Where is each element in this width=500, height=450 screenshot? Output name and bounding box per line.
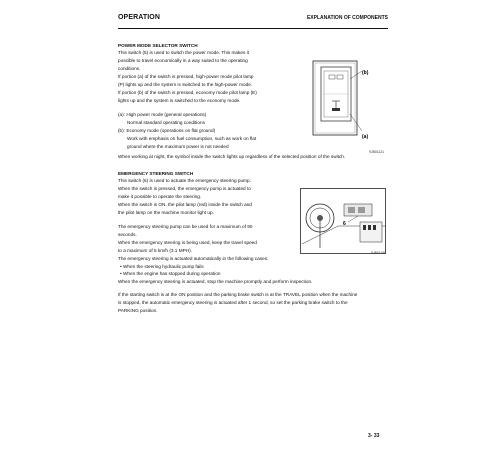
mode-b-title: (b): Economy mode (operations on flat ground) bbox=[118, 128, 216, 133]
power-mode-line-2: possible to travel economically in a way suited to the operating bbox=[118, 58, 248, 63]
final-line-3: PARKING position. bbox=[118, 308, 158, 313]
power-mode-line-7: lights up and the system is switched to the economy mode. bbox=[118, 98, 241, 103]
power-mode-line-1: This switch (5) is used to switch the power mode. This makes it bbox=[118, 50, 249, 55]
emergency-line-2: When the switch is pressed, the emergency pump is actuated to bbox=[118, 186, 251, 191]
bullet-2-text: When the engine has stopped during operation bbox=[122, 271, 221, 276]
label-b: (b) bbox=[362, 70, 369, 76]
emergency-heading: EMERGENCY STEERING SWITCH bbox=[118, 171, 194, 176]
emergency-line2-3: When the emergency steering is being used, keep the travel speed bbox=[118, 240, 257, 245]
mode-a-desc: Normal standard operating conditions bbox=[127, 120, 205, 125]
emergency-line2-1: The emergency steering pump can be used for a maximum of 90 bbox=[118, 224, 253, 229]
section-title: OPERATION bbox=[118, 14, 160, 21]
cab-interior-illustration bbox=[300, 188, 386, 254]
power-mode-line-3: conditions. bbox=[118, 66, 141, 71]
auto-actuation-line: The emergency steering is actuated automatically in the following cases. bbox=[118, 256, 269, 261]
bullet-1: • When the steering hydraulic pump fails bbox=[120, 264, 204, 269]
mode-b-desc-2: ground where the maximum power is not needed bbox=[127, 144, 229, 149]
emergency-line2-4: to a maximum of 5 km/h (3.1 MPH). bbox=[118, 248, 192, 253]
figure-1-code: 9JB01121 bbox=[369, 150, 385, 154]
final-line-1: If the starting switch is at the ON position and the parking brake switch is at the TRAVEL position when the machine bbox=[118, 292, 358, 297]
mode-b-desc-1: Work with emphasis on fuel consumption, such as work on flat bbox=[127, 136, 257, 141]
page-number: 3- 33 bbox=[368, 433, 380, 439]
section-subtitle: EXPLANATION OF COMPONENTS bbox=[306, 15, 388, 21]
night-note: When working at night, the symbol inside the switch lights up regardless of the selected position of the switch. bbox=[118, 154, 346, 159]
label-a: (a) bbox=[362, 134, 369, 140]
power-mode-line-6: If portion (b) of the switch is pressed, economy mode pilot lamp (E) bbox=[118, 90, 257, 95]
power-mode-switch-illustration bbox=[304, 58, 384, 151]
final-line-2: is stopped, the automatic emergency steering is actuated after 1 second, so set the parking brake switch to the bbox=[118, 300, 348, 305]
emergency-line-3: make it possible to operate the steering. bbox=[118, 194, 202, 199]
figure-2-code: 9JB01150 bbox=[371, 251, 387, 255]
power-mode-line-4: If portion (a) of the switch is pressed, high-power mode pilot lamp bbox=[118, 74, 254, 79]
emergency-line-4: When the switch is ON, the pilot lamp (red) inside the switch and bbox=[118, 202, 252, 207]
page-header bbox=[118, 14, 388, 29]
mode-a-title: (a): High power mode (general operations) bbox=[118, 112, 207, 117]
stop-line: When the emergency steering is actuated, stop the machine promptly and perform inspection. bbox=[118, 279, 313, 284]
emergency-line-5: the pilot lamp on the machine monitor light up. bbox=[118, 210, 214, 215]
power-mode-heading: POWER MODE SELECTOR SWITCH bbox=[118, 43, 198, 48]
callout-6: 6 bbox=[343, 221, 346, 227]
emergency-line2-2: seconds. bbox=[118, 232, 137, 237]
power-mode-line-5: (P) lights up and the system is switched to the high-power mode. bbox=[118, 82, 253, 87]
bullet-1-text: When the steering hydraulic pump fails bbox=[122, 264, 204, 269]
emergency-line-1: This switch (6) is used to actuate the emergency steering pump. bbox=[118, 178, 251, 183]
bullet-2: • When the engine has stopped during operation bbox=[120, 271, 221, 276]
